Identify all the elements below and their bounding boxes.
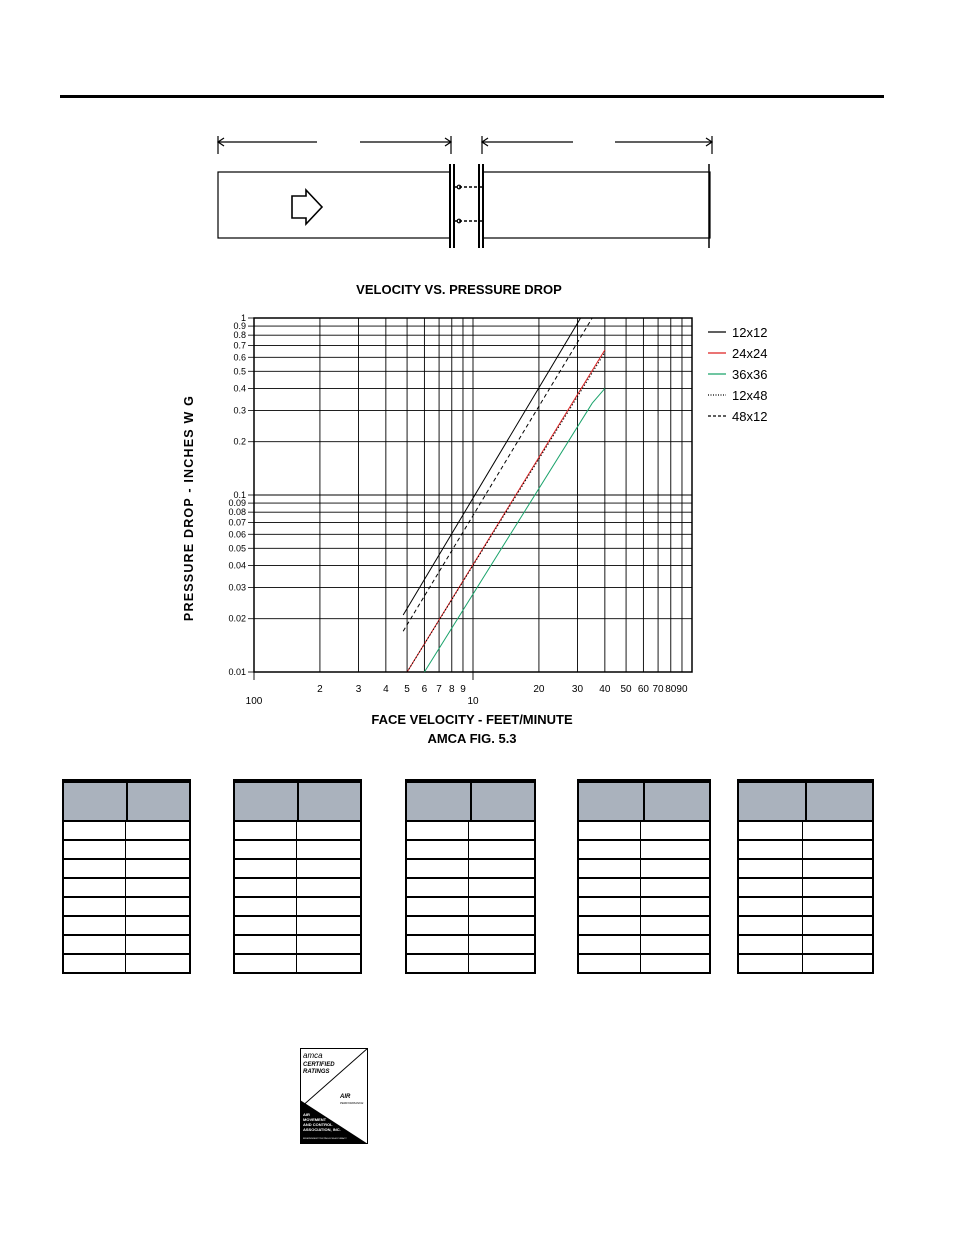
y-tick-label: 0.3 xyxy=(233,405,246,416)
table-row xyxy=(62,879,191,898)
svg-text:amca: amca xyxy=(303,1051,323,1060)
table-row xyxy=(405,898,536,917)
table-row xyxy=(737,898,874,917)
table-row xyxy=(62,955,191,974)
table-header xyxy=(233,783,362,822)
x-tick-label: 50 xyxy=(620,684,632,695)
table-row xyxy=(233,898,362,917)
x-tick-label: 70 xyxy=(652,684,664,695)
table-row xyxy=(62,841,191,860)
y-tick-label: 0.03 xyxy=(228,582,246,593)
data-table-1 xyxy=(62,779,191,974)
svg-text:AND CONTROL: AND CONTROL xyxy=(303,1122,333,1127)
table-row xyxy=(737,879,874,898)
table-row xyxy=(233,841,362,860)
data-table-5 xyxy=(737,779,874,974)
table-row xyxy=(737,841,874,860)
x-tick-label: 10 xyxy=(467,696,479,707)
y-tick-label: 0.07 xyxy=(228,517,246,528)
x-tick-label: 8 xyxy=(448,684,455,695)
y-tick-label: 0.05 xyxy=(228,543,246,554)
svg-text:AIR: AIR xyxy=(340,1094,351,1100)
table-row xyxy=(405,879,536,898)
y-tick-label: 0.2 xyxy=(233,436,246,447)
svg-text:AIR: AIR xyxy=(303,1112,310,1117)
x-tick-label: 6 xyxy=(421,684,428,695)
table-row xyxy=(405,936,536,955)
table-row xyxy=(62,917,191,936)
x-tick-label: 5 xyxy=(404,684,410,695)
table-row xyxy=(62,860,191,879)
data-table-3 xyxy=(405,779,536,974)
chart-title: VELOCITY VS. PRESSURE DROP xyxy=(356,282,562,297)
chart-x-axis-label: FACE VELOCITY - FEET/MINUTE xyxy=(371,712,573,727)
y-tick-label: 0.04 xyxy=(228,560,246,571)
table-row xyxy=(233,822,362,841)
y-tick-label: 0.06 xyxy=(228,529,246,540)
y-tick-label: 1 xyxy=(240,313,246,323)
chart-grid xyxy=(254,318,692,672)
table-row xyxy=(405,841,536,860)
table-row xyxy=(577,955,711,974)
data-table-4 xyxy=(577,779,711,974)
x-tick-label: 7 xyxy=(436,684,442,695)
table-header xyxy=(62,783,191,822)
svg-text:ASSOCIATION, INC.: ASSOCIATION, INC. xyxy=(303,1127,341,1132)
chart-legend xyxy=(708,325,767,424)
table-header xyxy=(577,783,711,822)
table-row xyxy=(62,822,191,841)
legend-label: 12x12 xyxy=(732,325,768,340)
x-tick-label: 100 xyxy=(245,696,263,707)
table-row xyxy=(405,955,536,974)
y-tick-label: 0.02 xyxy=(228,613,246,624)
table-header xyxy=(405,783,536,822)
table-row xyxy=(233,955,362,974)
table-row xyxy=(737,936,874,955)
x-tick-label: 90 xyxy=(676,684,688,695)
table-row xyxy=(233,917,362,936)
table-row xyxy=(577,841,711,860)
y-tick-label: 0.9 xyxy=(233,321,246,332)
x-tick-label: 30 xyxy=(571,684,584,695)
table-row xyxy=(577,879,711,898)
table-row xyxy=(62,898,191,917)
y-tick-label: 0.09 xyxy=(228,498,246,509)
svg-text:CERTIFIED: CERTIFIED xyxy=(303,1062,335,1068)
x-tick-label: 20 xyxy=(533,684,545,695)
series-line-12x12 xyxy=(403,318,580,615)
chart-tick-labels xyxy=(228,313,688,707)
chart-figure-caption: AMCA FIG. 5.3 xyxy=(427,731,517,746)
table-row xyxy=(405,822,536,841)
table-row xyxy=(737,955,874,974)
legend-label: 48x12 xyxy=(732,409,768,424)
x-tick-label: 2 xyxy=(317,684,323,695)
table-row xyxy=(62,936,191,955)
table-row xyxy=(405,917,536,936)
table-row xyxy=(577,860,711,879)
table-row xyxy=(737,822,874,841)
x-tick-label: 60 xyxy=(637,684,649,695)
x-tick-label: 80 xyxy=(665,684,677,695)
y-tick-label: 0.8 xyxy=(233,330,246,341)
svg-text:MOVEMENT: MOVEMENT xyxy=(303,1117,327,1122)
y-tick-label: 0.5 xyxy=(233,366,246,377)
table-row xyxy=(577,936,711,955)
svg-text:RATINGS: RATINGS xyxy=(303,1069,330,1075)
legend-label: 12x48 xyxy=(732,388,768,403)
table-row xyxy=(737,860,874,879)
table-row xyxy=(233,860,362,879)
table-header xyxy=(737,783,874,822)
table-row xyxy=(577,917,711,936)
table-row xyxy=(233,879,362,898)
table-row xyxy=(405,860,536,879)
legend-label: 24x24 xyxy=(732,346,768,361)
table-row xyxy=(737,917,874,936)
x-tick-label: 4 xyxy=(383,684,389,695)
svg-text:INDEPENDENT TESTING FOR ACCURA: INDEPENDENT TESTING FOR ACCURACY xyxy=(303,1138,347,1140)
table-row xyxy=(577,822,711,841)
y-tick-label: 0.1 xyxy=(233,490,246,500)
amca-certified-ratings-seal xyxy=(300,1048,368,1144)
y-tick-label: 0.7 xyxy=(233,340,246,351)
chart-y-axis-label: PRESSURE DROP - INCHES W G xyxy=(182,394,196,622)
x-tick-label: 40 xyxy=(599,684,611,695)
x-tick-label: 9 xyxy=(460,684,466,695)
svg-text:PERFORMANCE: PERFORMANCE xyxy=(340,1101,364,1105)
data-table-2 xyxy=(233,779,362,974)
table-row xyxy=(233,936,362,955)
y-tick-label: 0.01 xyxy=(228,667,246,677)
table-row xyxy=(577,898,711,917)
y-tick-label: 0.6 xyxy=(233,352,246,363)
x-tick-label: 3 xyxy=(355,684,362,695)
y-tick-label: 0.08 xyxy=(228,507,246,518)
legend-label: 36x36 xyxy=(732,367,768,382)
series-line-48x12 xyxy=(403,318,592,631)
y-tick-label: 0.4 xyxy=(233,383,246,394)
